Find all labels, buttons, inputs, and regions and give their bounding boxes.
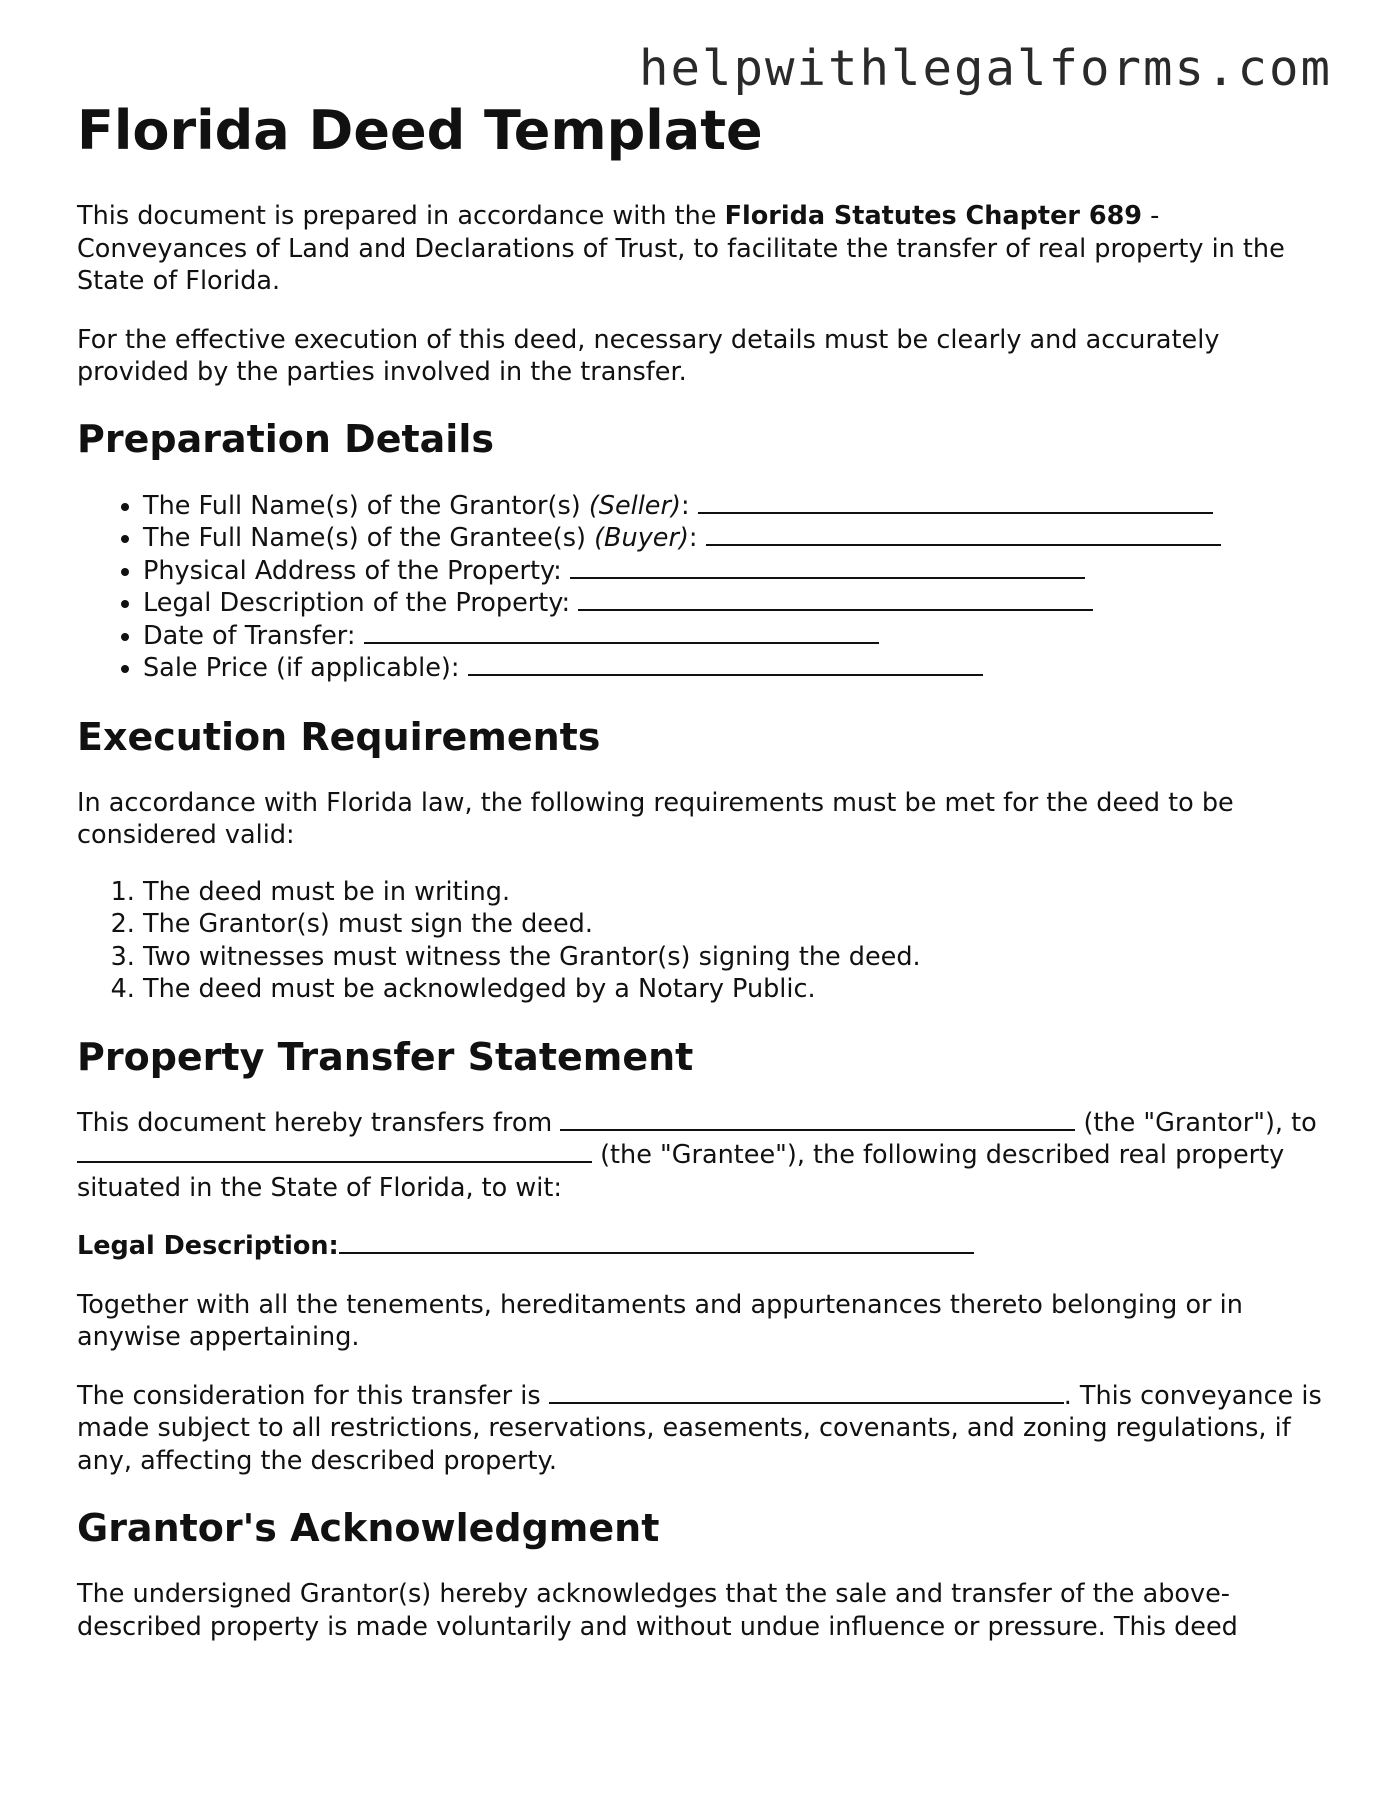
list-item-grantee-name: [143, 522, 1322, 555]
field-suffix: :: [680, 490, 698, 521]
document-title: Florida Deed Template: [77, 99, 763, 162]
transfer-text-1: This document hereby transfers from: [77, 1107, 561, 1138]
preparation-heading: Preparation Details: [77, 416, 494, 461]
grantor-name-blank[interactable]: [698, 492, 1213, 514]
field-label: Legal Description of the Property:: [143, 588, 579, 618]
intro-text-end: - Conveyances of Land and Declarations of Trust, to facilitate the transfer of real property in the State of Florida.: [77, 201, 1285, 296]
field-label: The Full Name(s) of the Grantee(s): [143, 523, 595, 553]
transfer-text-3: (the "Grantee"), the following described real property situated in the State of Florida, to wit:: [77, 1140, 1285, 1203]
requirement-item: 2. The Grantor(s) must sign the deed.: [143, 908, 1322, 941]
field-label: The Full Name(s) of the Grantor(s): [143, 490, 589, 521]
preparation-list: [77, 490, 1322, 685]
sale-price-blank[interactable]: [468, 654, 983, 676]
consideration-paragraph: [77, 1380, 1322, 1478]
list-item-grantor-name: [143, 490, 1322, 523]
consideration-text-2: . This conveyance is made subject to all restrictions, reservations, easements, covenants, and zoning regulations, if any, affecting the described property.: [77, 1380, 1322, 1476]
property-address-blank[interactable]: [570, 557, 1085, 579]
legal-description-statement-blank[interactable]: [339, 1232, 974, 1254]
consideration-text-1: The consideration for this transfer is: [77, 1380, 549, 1411]
legal-description-blank[interactable]: [578, 589, 1093, 611]
intro-paragraph-1: [77, 200, 1322, 298]
grantee-blank[interactable]: [77, 1141, 592, 1163]
legal-description-label: Legal Description:: [77, 1231, 339, 1261]
field-note: (Seller): [588, 490, 681, 521]
grantor-blank[interactable]: [560, 1109, 1075, 1131]
execution-heading: Execution Requirements: [77, 714, 601, 759]
acknowledgment-paragraph: The undersigned Grantor(s) hereby acknowledges that the sale and transfer of the above-described property is made voluntarily and without undue influence or pressure. This deed: [77, 1579, 1238, 1642]
field-label: Physical Address of the Property:: [143, 555, 570, 586]
legal-description-line: [77, 1230, 1322, 1263]
transfer-heading: Property Transfer Statement: [77, 1034, 694, 1079]
intro-paragraph-2: For the effective execution of this deed, necessary details must be clearly and accurately provided by the parties involved in the transfer.: [77, 324, 1220, 387]
list-item-legal-description: [143, 587, 1322, 620]
acknowledgment-heading: Grantor's Acknowledgment: [77, 1506, 660, 1550]
requirement-item: 1. The deed must be in writing.: [143, 876, 1322, 909]
requirement-item: 4. The deed must be acknowledged by a Notary Public.: [143, 973, 1322, 1006]
execution-requirements-list: [77, 876, 1322, 1006]
intro-text-start: This document is prepared in accordance with the: [77, 201, 725, 231]
date-of-transfer-blank[interactable]: [364, 622, 879, 644]
list-item-date-of-transfer: [143, 620, 1322, 653]
watermark-text: helpwithlegalforms.com: [638, 40, 1332, 97]
list-item-property-address: [143, 555, 1322, 588]
transfer-text-2: (the "Grantor"), to: [1075, 1107, 1317, 1138]
field-suffix: :: [688, 523, 706, 553]
list-item-sale-price: [143, 652, 1322, 685]
document-page: [77, 95, 1322, 1643]
field-note: (Buyer): [594, 523, 689, 553]
field-label: Sale Price (if applicable):: [143, 653, 468, 683]
requirement-item: 3. Two witnesses must witness the Grantor(s) signing the deed.: [143, 941, 1322, 974]
field-label: Date of Transfer:: [143, 620, 364, 651]
statute-reference: Florida Statutes Chapter 689: [724, 201, 1143, 231]
execution-intro: In accordance with Florida law, the following requirements must be met for the deed to be considered valid:: [77, 787, 1234, 850]
appurtenances-paragraph: Together with all the tenements, hereditaments and appurtenances thereto belonging or in anywise appertaining.: [77, 1289, 1243, 1352]
grantee-name-blank[interactable]: [706, 524, 1221, 546]
transfer-paragraph: [77, 1107, 1322, 1205]
consideration-blank[interactable]: [549, 1382, 1064, 1404]
